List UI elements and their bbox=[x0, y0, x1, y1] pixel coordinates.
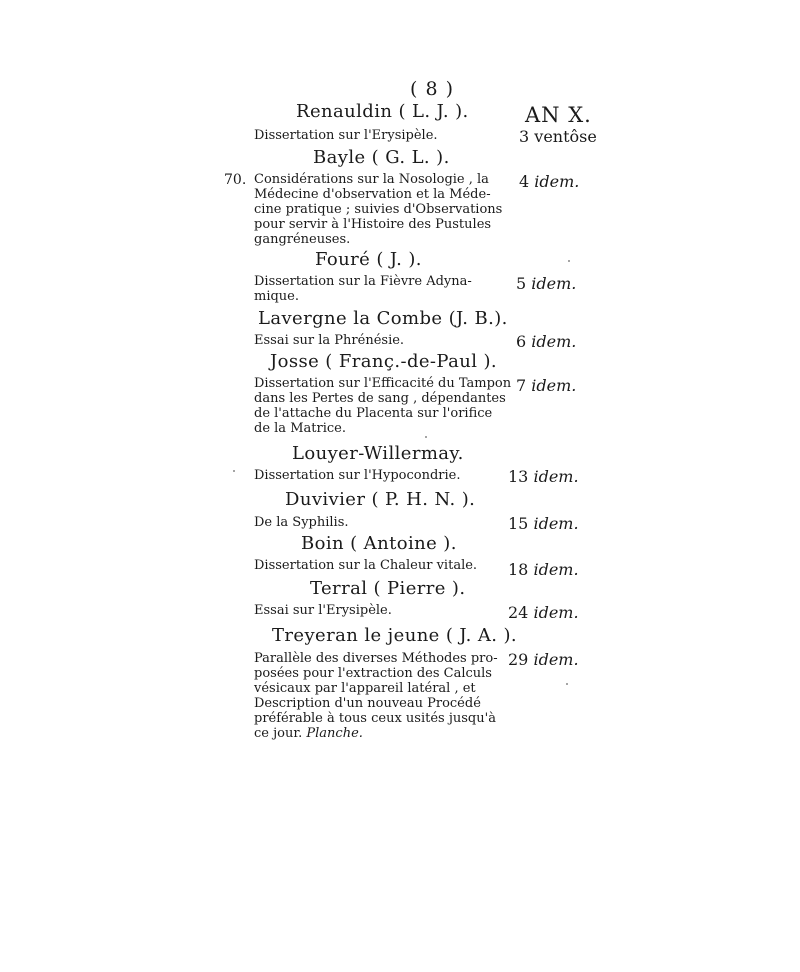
entry-title-line: cine pratique ; suivies d'Observations bbox=[254, 202, 503, 217]
entry-date-day: 6 bbox=[516, 332, 527, 351]
entry-title-line: dans les Pertes de sang , dépendantes bbox=[254, 391, 506, 406]
entry-date bbox=[508, 603, 579, 622]
entry-title-line: posées pour l'extraction des Calculs bbox=[254, 666, 492, 681]
page-number: ( 8 ) bbox=[410, 78, 454, 100]
entry-author: Terral ( Pierre ). bbox=[310, 578, 466, 599]
print-speck bbox=[566, 683, 568, 685]
entry-date bbox=[519, 127, 597, 146]
entry-title-line bbox=[254, 726, 363, 741]
entry-author: Bayle ( G. L. ). bbox=[313, 147, 450, 168]
entry-title-line: Dissertation sur l'Efficacité du Tampon bbox=[254, 376, 512, 391]
entry-date-word: idem. bbox=[533, 514, 579, 533]
entry-title-line: gangréneuses. bbox=[254, 232, 351, 247]
entry-date-word: idem. bbox=[533, 650, 579, 669]
entry-title-plate: Planche. bbox=[306, 726, 363, 741]
entry-title-line: préférable à tous ceux usités jusqu'à bbox=[254, 711, 496, 726]
print-speck bbox=[425, 436, 427, 438]
entry-date-word: idem. bbox=[533, 560, 579, 579]
entry-title-line: Dissertation sur la Fièvre Adyna- bbox=[254, 274, 472, 289]
entry-date-day: 7 bbox=[516, 376, 527, 395]
entry-title-line: pour servir à l'Histoire des Pustules bbox=[254, 217, 492, 232]
entry-date-word: idem. bbox=[531, 274, 577, 293]
entry-title-line: Considérations sur la Nosologie , la bbox=[254, 172, 489, 187]
entry-title-line: de la Matrice. bbox=[254, 421, 346, 436]
entry-date-word: idem. bbox=[533, 467, 579, 486]
entry-date bbox=[508, 560, 579, 579]
entry-author: Boin ( Antoine ). bbox=[301, 533, 457, 554]
entry-date-day: 3 bbox=[519, 127, 530, 146]
entry-title-line: Essai sur l'Erysipèle. bbox=[254, 603, 392, 618]
print-speck bbox=[233, 470, 235, 472]
entry-date bbox=[516, 274, 576, 293]
entry-author: Lavergne la Combe (J. B.). bbox=[258, 308, 508, 329]
entry-title-line: Dissertation sur l'Erysipèle. bbox=[254, 128, 438, 143]
entry-title-line: Dissertation sur l'Hypocondrie. bbox=[254, 468, 461, 483]
entry-title-line: vésicaux par l'appareil latéral , et bbox=[254, 681, 476, 696]
entry-date-day: 5 bbox=[516, 274, 527, 293]
entry-title-line: De la Syphilis. bbox=[254, 515, 349, 530]
entry-author: Josse ( Franç.-de-Paul ). bbox=[270, 351, 498, 372]
entry-date bbox=[519, 172, 579, 191]
entry-author: Fouré ( J. ). bbox=[315, 249, 422, 270]
entry-title-line: Parallèle des diverses Méthodes pro- bbox=[254, 651, 498, 666]
entry-title-line: mique. bbox=[254, 289, 300, 304]
entry-date bbox=[516, 376, 576, 395]
entry-date bbox=[508, 650, 579, 669]
entry-date-day: 29 bbox=[508, 650, 529, 669]
entry-date-day: 18 bbox=[508, 560, 529, 579]
entry-author: Treyeran le jeune ( J. A. ). bbox=[272, 625, 518, 646]
entry-title-line: Dissertation sur la Chaleur vitale. bbox=[254, 558, 478, 573]
entry-title-line: de l'attache du Placenta sur l'orifice bbox=[254, 406, 493, 421]
entry-date-word: ventôse bbox=[534, 127, 597, 146]
entry-title-line: Médecine d'observation et la Méde- bbox=[254, 187, 491, 202]
entry-date-day: 15 bbox=[508, 514, 529, 533]
entry-title-text: ce jour. bbox=[254, 726, 303, 741]
entry-author: Renauldin ( L. J. ). bbox=[296, 101, 469, 122]
entry-date-word: idem. bbox=[534, 172, 580, 191]
entry-date bbox=[516, 332, 576, 351]
entry-date-word: idem. bbox=[531, 376, 577, 395]
entry-date-day: 13 bbox=[508, 467, 529, 486]
entry-author: Louyer-Willermay. bbox=[292, 443, 464, 464]
entry-author: Duvivier ( P. H. N. ). bbox=[285, 489, 476, 510]
entry-date bbox=[508, 514, 579, 533]
entry-date-day: 24 bbox=[508, 603, 529, 622]
year-heading: AN X. bbox=[525, 103, 592, 127]
entry-number: 70. bbox=[224, 172, 247, 188]
print-speck bbox=[568, 260, 570, 262]
entry-date bbox=[508, 467, 579, 486]
entry-title-line: Essai sur la Phrénésie. bbox=[254, 333, 405, 348]
entry-date-day: 4 bbox=[519, 172, 530, 191]
entry-title-line: Description d'un nouveau Procédé bbox=[254, 696, 481, 711]
entry-date-word: idem. bbox=[531, 332, 577, 351]
entry-date-word: idem. bbox=[533, 603, 579, 622]
